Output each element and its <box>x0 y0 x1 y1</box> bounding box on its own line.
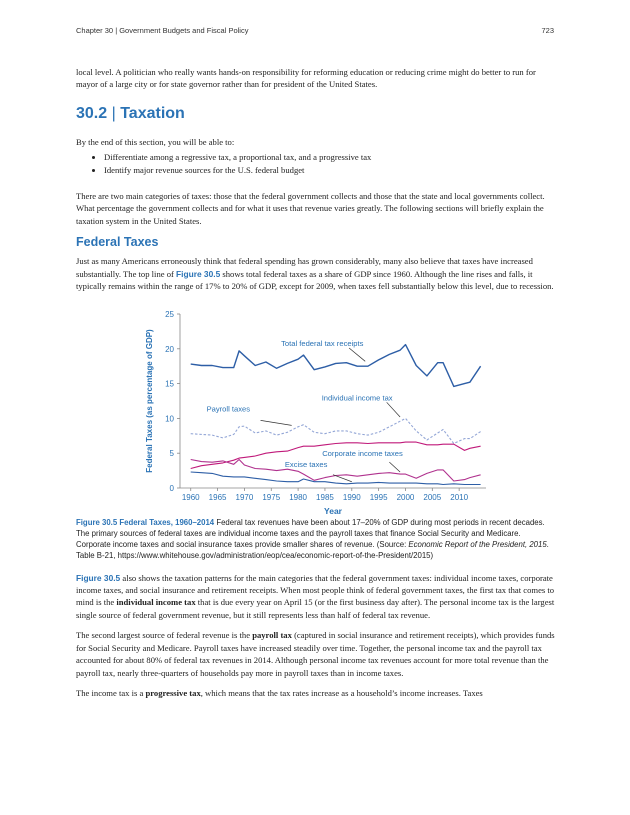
section-title: Taxation <box>120 104 185 122</box>
federal-taxes-chart <box>76 300 556 516</box>
figure-chart <box>76 300 556 516</box>
x-tick-label: 1975 <box>262 493 281 503</box>
federal-text-b: shows total federal taxes as a share of GDP since 1960. Although the line rises and falls, it typically remains within the range of 17% to 20% of GDP, except for 2009, when taxes fell substantially below this level, due to recession. <box>76 268 554 292</box>
after-text-2a: The second largest source of federal revenue is the <box>76 630 251 641</box>
figure-link-2[interactable]: Figure 30.5 <box>76 572 121 583</box>
federal-text-a: Just as many Americans erroneously think that federal spending has grown considerably, many also believe that taxes have increased substantially. The top line of <box>76 256 533 279</box>
y-tick-label: 15 <box>165 380 174 390</box>
after-paragraph-3 <box>76 687 556 699</box>
after-paragraph-2 <box>76 629 556 679</box>
after-text-3b: , which means that the tax rates increase as a household’s income increases. Taxes <box>200 687 483 698</box>
objectives-intro: By the end of this section, you will be able to: <box>76 136 235 147</box>
annotation-label: Total federal tax receipts <box>281 339 364 349</box>
caption-text: Federal tax revenues have been about 17–20% of GDP during most periods in recent decades. The primary sources of federal taxes are individual income taxes and the payroll taxes that finance Social Security and Medicare. Corporate income taxes and social insurance taxes provide smaller shares of revenue. (Source: <box>76 518 545 550</box>
section-number: 30.2 <box>76 104 108 122</box>
x-axis-label: Year <box>324 506 342 517</box>
y-axis-label: Federal Taxes (as percentage of GDP) <box>145 329 154 474</box>
page-header <box>76 26 554 35</box>
x-tick-label: 1995 <box>369 493 388 503</box>
x-tick-label: 2010 <box>450 493 469 503</box>
objectives-list <box>76 151 556 176</box>
x-tick-label: 1990 <box>342 493 361 503</box>
annotation-arrow <box>261 421 292 426</box>
section-separator: | <box>111 104 116 122</box>
x-tick-label: 1970 <box>235 493 254 503</box>
annotation-label: Individual income tax <box>321 393 393 403</box>
x-tick-label: 1980 <box>289 493 308 503</box>
annotation-arrow <box>389 463 400 473</box>
x-tick-label: 1960 <box>181 493 200 503</box>
objective-item: • Differentiate among a regressive tax, a proportional tax, and a progressive tax <box>104 151 556 163</box>
y-tick-label: 10 <box>165 414 174 424</box>
federal-taxes-heading: Federal Taxes <box>76 235 159 250</box>
y-tick-label: 20 <box>165 345 174 355</box>
series-line-individual-income-tax <box>191 419 481 444</box>
x-tick-label: 2005 <box>423 493 442 503</box>
after-text-1a: also shows the taxation patterns for the main categories that the federal government taxes: individual income taxes, corporate income taxes, and social insurance and retirement receipts. When most people think of federal government taxes, the first tax that comes to mind is the <box>76 572 555 608</box>
after-text-3a: The income tax is a <box>76 687 144 698</box>
caption-source-rest: . Table B-21, https://www.whitehouse.gov/administration/eop/cea/economic-report-of-the-President/2015) <box>76 540 549 560</box>
intro-paragraph: local level. A politician who really wants hands-on responsibility for reforming education or reducing crime might do better to run for mayor of a large city or for state governor rather than for president of the United States. <box>76 67 536 90</box>
figure-caption <box>76 518 556 561</box>
annotation-label: Excise taxes <box>284 460 328 470</box>
section-heading <box>76 104 556 124</box>
annotation-label: Corporate income taxes <box>322 449 403 459</box>
running-head: Chapter 30 | Government Budgets and Fiscal Policy <box>76 26 249 35</box>
x-tick-label: 1965 <box>208 493 227 503</box>
caption-label: Figure 30.5 <box>76 518 118 528</box>
term-payroll-tax: payroll tax <box>252 630 292 641</box>
series-line-excise-taxes <box>191 472 481 485</box>
figure-link[interactable]: Figure 30.5 <box>176 268 221 279</box>
annotation-label: Payroll taxes <box>206 404 251 414</box>
page-number: 723 <box>541 26 554 35</box>
annotation-arrow <box>387 403 400 418</box>
series-line-corporate-income-taxes <box>191 460 481 482</box>
annotation-arrow <box>333 475 352 482</box>
after-text-2b: (captured in social insurance and retirement receipts), which provides funds for Social Security and Medicare. Payroll taxes have increased steadily over time. Together, the personal income tax and the payroll tax accounted for about 80% of federal tax revenues in 2014. Although personal income tax revenues account for more total revenue than the payroll tax, nearly three-quarters of households pay more in payroll taxes than in income taxes. <box>76 630 555 678</box>
term-progressive-tax: progressive tax <box>145 687 201 698</box>
series-line-total-federal-tax-receipts <box>191 345 481 387</box>
after-text-1b: that is due every year on April 15 (or the first business day after). The personal income tax is the largest single source of federal government revenue, but it still represents less than half of federal tax revenue. <box>76 597 555 620</box>
taxation-paragraph: There are two main categories of taxes: those that the federal government collects and those that the state and local governments collect. What percentage the government collects and for what it uses that revenue varies greatly. The following sections will briefly explain the taxation system in the United States. <box>76 191 545 226</box>
term-individual-income-tax: individual income tax <box>116 597 196 608</box>
caption-source-title: Economic Report of the President, 2015 <box>408 540 547 550</box>
page-body <box>76 66 556 707</box>
x-tick-label: 2000 <box>396 493 415 503</box>
federal-taxes-paragraph <box>76 255 556 292</box>
annotation-arrow <box>349 348 365 361</box>
x-tick-label: 1985 <box>316 493 334 503</box>
caption-title: Federal Taxes, 1960–2014 <box>119 518 215 528</box>
objective-item: • Identify major revenue sources for the U.S. federal budget <box>104 164 556 176</box>
after-paragraph-1 <box>76 572 556 622</box>
y-tick-label: 5 <box>169 449 174 459</box>
y-tick-label: 25 <box>165 310 174 320</box>
y-tick-label: 0 <box>169 484 174 494</box>
